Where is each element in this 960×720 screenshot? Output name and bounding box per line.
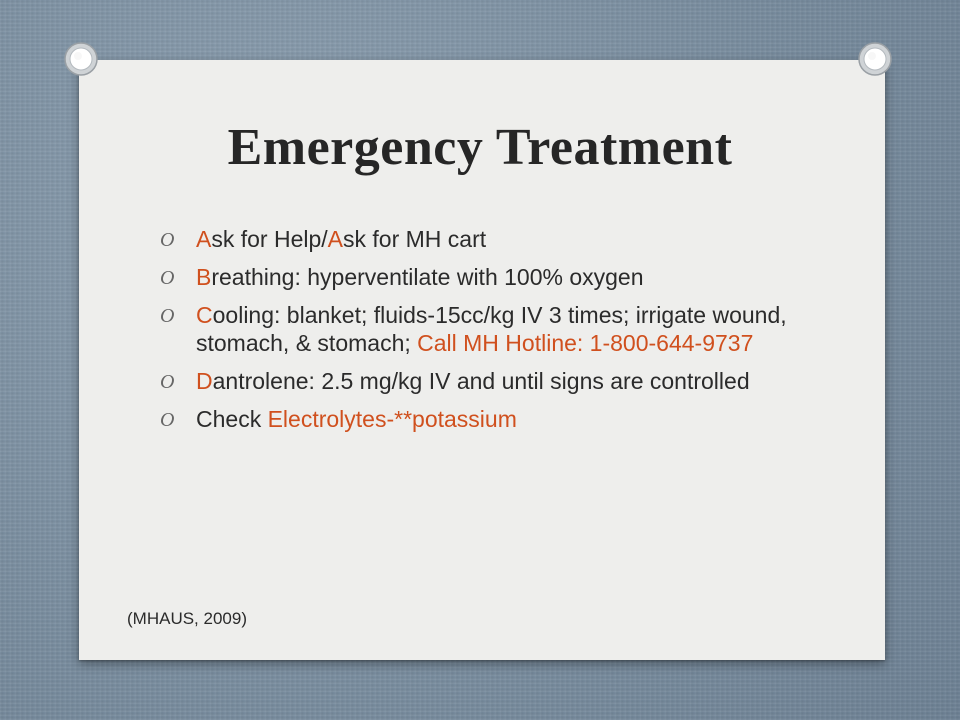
bullet-segment: sk for Help/: [211, 226, 328, 252]
citation: (MHAUS, 2009): [127, 609, 247, 628]
bullet-item: [160, 367, 820, 395]
bullet-item: [160, 405, 820, 433]
slide-title: Emergency Treatment: [227, 119, 733, 176]
bullet-item: [160, 263, 820, 291]
bullet-marker-icon: O: [160, 371, 175, 393]
bullet-segment: C: [196, 302, 213, 328]
bullet-segment: Call MH Hotline: 1-800-644-9737: [417, 330, 754, 356]
pushpin-icon: [62, 40, 100, 78]
bullet-segment: B: [196, 264, 212, 290]
bullet-marker-icon: O: [160, 267, 175, 289]
bullet-marker-icon: O: [160, 305, 175, 327]
bullet-segment: sk for MH cart: [343, 226, 487, 252]
bullet-list: [160, 225, 820, 443]
bullet-segment: D: [196, 368, 213, 394]
bullet-segment: A: [196, 226, 212, 252]
bullet-segment: ooling: blanket; fluids-15cc/kg IV 3 times; irrigate wound, stomach, & stomach;: [196, 302, 787, 356]
pushpin-icon: [856, 40, 894, 78]
bullet-item: [160, 225, 820, 253]
bullet-segment: Electrolytes-**potassium: [267, 406, 517, 432]
bullet-marker-icon: O: [160, 409, 175, 431]
bullet-segment: reathing: hyperventilate with 100% oxygen: [211, 264, 644, 290]
bullet-marker-icon: O: [160, 229, 175, 251]
bullet-item: [160, 301, 820, 357]
bullet-segment: antrolene: 2.5 mg/kg IV and until signs are controlled: [212, 368, 750, 394]
bullet-segment: Check: [196, 406, 268, 432]
bullet-segment: A: [327, 226, 344, 252]
